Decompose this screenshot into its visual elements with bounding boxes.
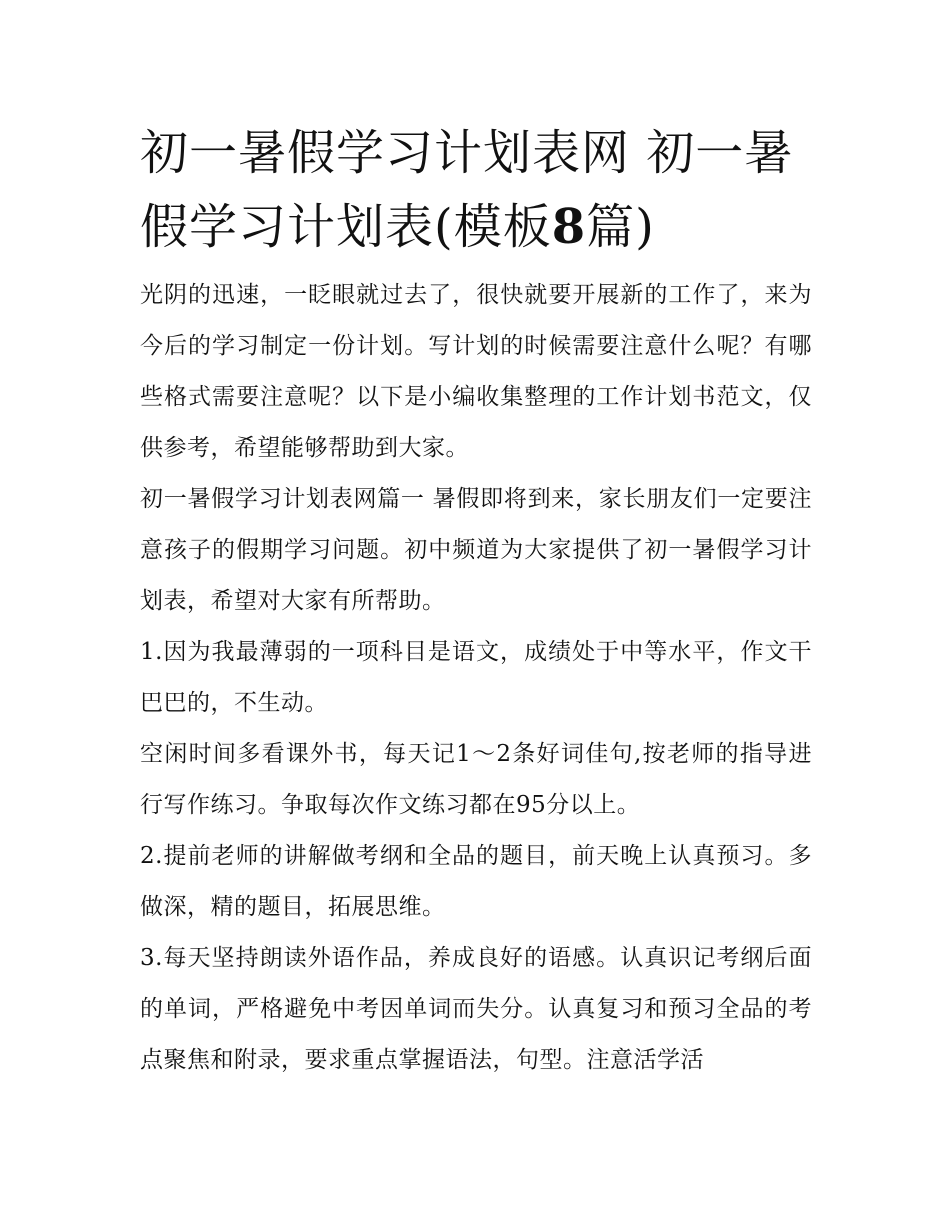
- paragraph-item-2: 2.提前老师的讲解做考纲和全品的题目，前天晚上认真预习。多做深，精的题目，拓展思维。: [140, 843, 812, 920]
- document-body: [140, 270, 812, 1086]
- title-main-text: 初一暑假学习计划表网 初一暑假学习计划表(模板: [140, 125, 794, 255]
- paragraph-item-1: 1.因为我最薄弱的一项科目是语文，成绩处于中等水平，作文干巴巴的，不生动。: [140, 639, 812, 716]
- document-title: [140, 116, 812, 264]
- document-content: [140, 116, 812, 1086]
- paragraph-item-3: 3.每天坚持朗读外语作品，养成良好的语感。认真识记考纲后面的单词，严格避免中考因单词而失分。认真复习和预习全品的考点聚焦和附录，要求重点掌握语法，句型。注意活学活: [140, 945, 812, 1073]
- paragraph-section-one: 初一暑假学习计划表网篇一 暑假即将到来，家长朋友们一定要注意孩子的假期学习问题。初中频道为大家提供了初一暑假学习计划表，希望对大家有所帮助。: [140, 486, 812, 614]
- title-number: 8: [551, 199, 587, 255]
- paragraph-intro: 光阴的迅速，一眨眼就过去了，很快就要开展新的工作了，来为今后的学习制定一份计划。写计划的时候需要注意什么呢？有哪些格式需要注意呢？以下是小编收集整理的工作计划书范文，仅供参考，希望能够帮助到大家。: [140, 282, 812, 461]
- title-tail-text: 篇): [586, 199, 655, 255]
- paragraph-item-1-plan: 空闲时间多看课外书，每天记1～2条好词佳句,按老师的指导进行写作练习。争取每次作文练习都在95分以上。: [140, 741, 812, 818]
